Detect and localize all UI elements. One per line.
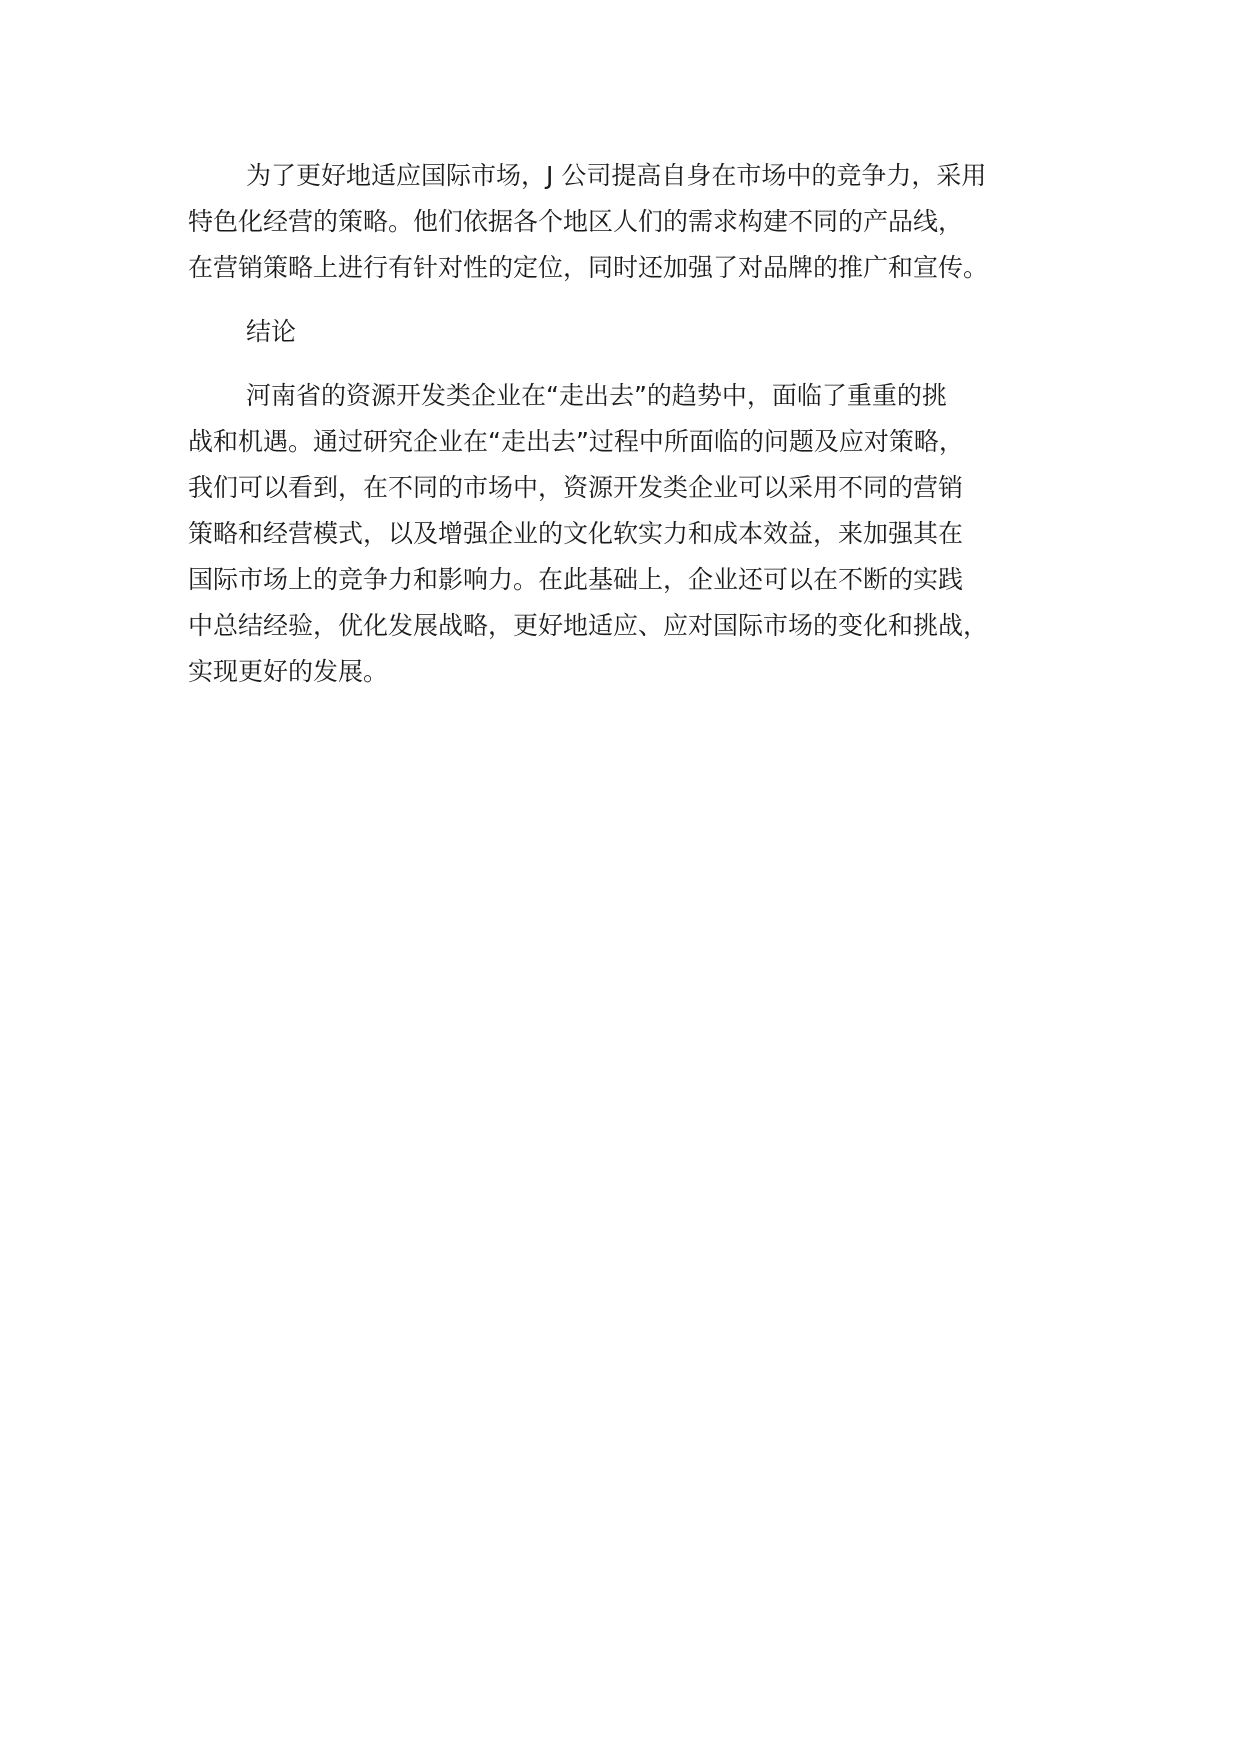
paragraph-strategy [188,153,1078,291]
section-heading-conclusion [188,309,1078,355]
text-line: 河南省的资源开发类企业在“走出去”的趋势中，面临了重重的挑 [246,381,947,410]
text-line: 策略和经营模式，以及增强企业的文化软实力和成本效益，来加强其在 [188,519,964,548]
text-line: 国际市场上的竞争力和影响力。在此基础上，企业还可以在不断的实践 [188,565,964,594]
text-line: 实现更好的发展。 [188,657,389,686]
text-line: 战和机遇。通过研究企业在“走出去”过程中所面临的问题及应对策略， [188,427,964,456]
text-line: 为了更好地适应国际市场，J 公司提高自身在市场中的竞争力，采用 [246,161,987,190]
paragraph-conclusion [188,373,1078,695]
text-line: 我们可以看到，在不同的市场中，资源开发类企业可以采用不同的营销 [188,473,964,502]
document-body [188,153,1078,695]
text-line: 在营销策略上进行有针对性的定位，同时还加强了对品牌的推广和宣传。 [188,253,989,282]
heading-text: 结论 [246,317,297,346]
text-line: 中总结经验，优化发展战略，更好地适应、应对国际市场的变化和挑战， [188,611,989,640]
text-line: 特色化经营的策略。他们依据各个地区人们的需求构建不同的产品线， [188,207,964,236]
